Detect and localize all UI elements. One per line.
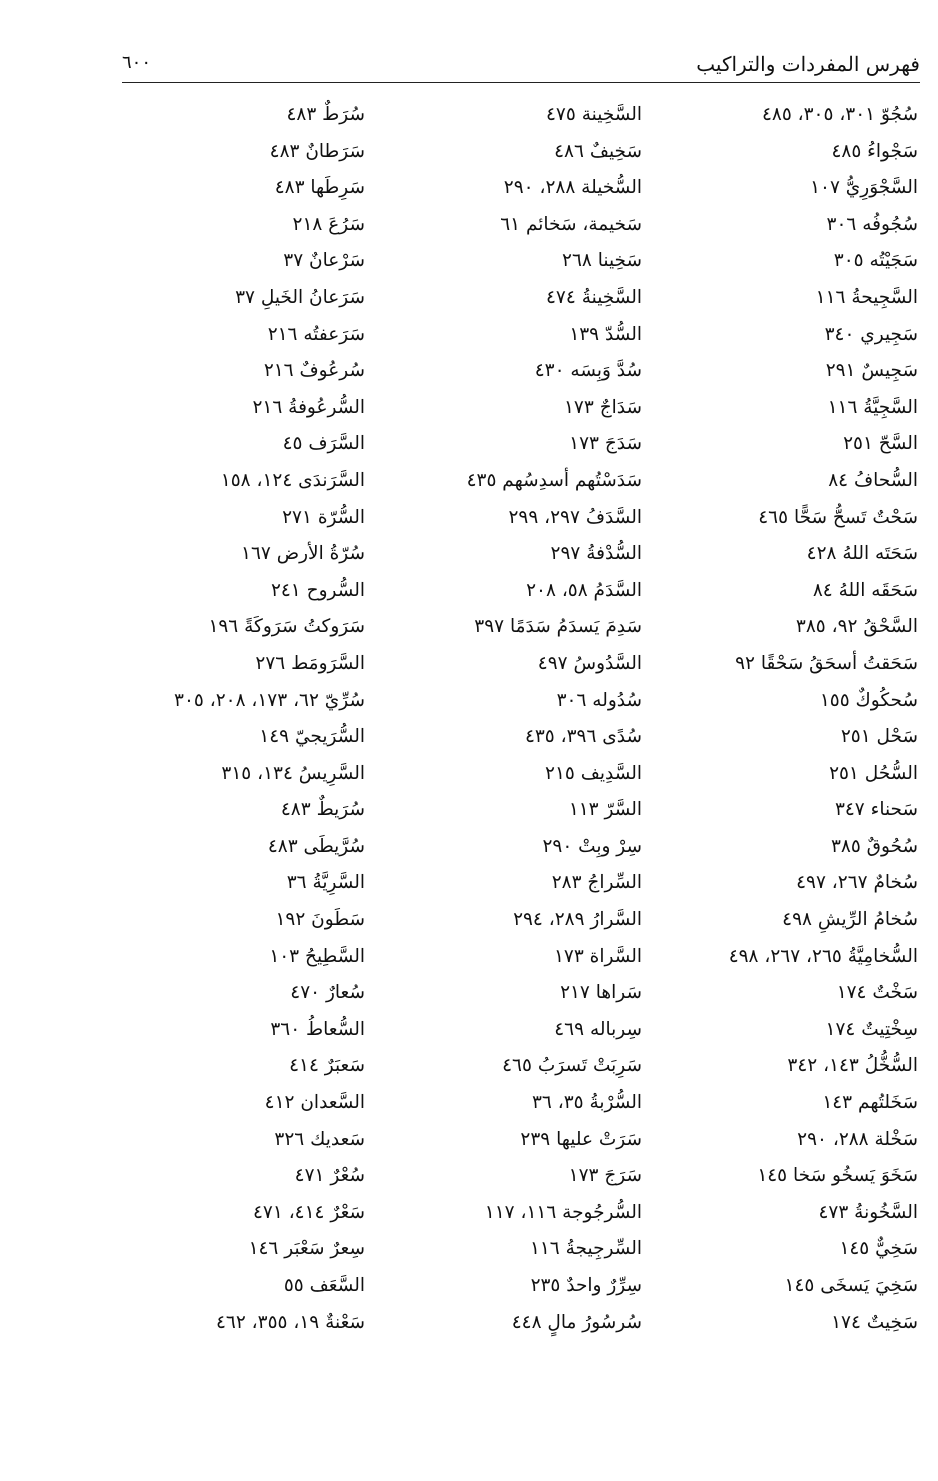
index-entry: السُّروح ٢٤١ xyxy=(270,579,365,601)
index-entry: سَرَجَ ١٧٣ xyxy=(568,1165,642,1187)
index-entry: سُرسُورُ مالٍ ٤٤٨ xyxy=(511,1311,642,1333)
index-entry: السُّرجُوجة ١١٦، ١١٧ xyxy=(484,1201,642,1223)
index-entry: السَّرِيَّةُ ٣٦ xyxy=(286,872,365,894)
index-column-left xyxy=(125,97,365,1341)
index-entry: سَجَيْتُه ٣٠٥ xyxy=(833,250,918,272)
index-entry: سَرَوكتُ سَرَوكَةً ١٩٦ xyxy=(208,616,365,638)
index-entry: السُّدّ ١٣٩ xyxy=(569,323,642,345)
index-entry: السَّراة ١٧٣ xyxy=(553,945,642,967)
index-entry: سُخامُ الرِّيشِ ٤٩٨ xyxy=(782,909,918,931)
index-entry: السَّرَندَى ١٢٤، ١٥٨ xyxy=(220,469,365,491)
index-entry: سُرَطٌ ٤٨٣ xyxy=(286,104,365,125)
index-entry: سَحناء ٣٤٧ xyxy=(834,799,918,821)
index-entry: سُدًى ٣٩٦، ٤٣٥ xyxy=(524,726,642,748)
index-column-middle xyxy=(402,97,642,1341)
index-entry: سَجِيري ٣٤٠ xyxy=(824,323,918,345)
index-entry: السَّدُوسُ ٤٩٧ xyxy=(537,652,642,674)
index-entry: سَرِبَتْ تَسرَبُ ٤٦٥ xyxy=(502,1055,642,1077)
index-entry: سَدَجَ ١٧٣ xyxy=(569,433,642,455)
index-entry: السُّرعُوفةُ ٢١٦ xyxy=(252,396,365,418)
index-entry: السَّطِيحُ ١٠٣ xyxy=(269,945,365,967)
index-entry: السُّرّة ٢٧١ xyxy=(282,506,365,528)
index-entry: سَحَقتُ أسحَقُ سَحْقًا ٩٢ xyxy=(735,652,918,674)
index-entry: سُعْرٌ ٤٧١ xyxy=(294,1165,365,1187)
index-entry: السُّخيلة ٢٨٨، ٢٩٠ xyxy=(503,177,642,199)
index-entry: سَحَقَه اللهُ ٨٤ xyxy=(812,579,918,601)
index-entry: سَدِمَ يَسدَمُ سَدَمًا ٣٩٧ xyxy=(474,616,642,638)
index-entry: سَرَعفتُه ٢١٦ xyxy=(267,323,365,345)
index-entry: سَرَعانُ الخَيلِ ٣٧ xyxy=(235,286,365,308)
index-entry: سُخامٌ ٢٦٧، ٤٩٧ xyxy=(796,872,918,894)
index-entry: سَخِيَ يَسخَى ١٤٥ xyxy=(784,1275,918,1296)
index-entry: سُجُوفُه ٣٠٦ xyxy=(826,213,918,235)
index-entry: السُّرْبةُ ٣٥، ٣٦ xyxy=(531,1092,642,1114)
index-entry: سَخْلة ٢٨٨، ٢٩٠ xyxy=(797,1128,918,1150)
index-entry: السَّجِيحةُ ١١٦ xyxy=(815,286,918,308)
page-number: ٦٠٠ xyxy=(122,52,152,73)
index-entry: سُحُوقٌ ٣٨٥ xyxy=(830,835,918,857)
index-entry: سَحْتٌ تَسحُّ سَحًّا ٤٦٥ xyxy=(758,506,918,528)
index-entry: سَجِيسٌ ٢٩١ xyxy=(825,360,918,382)
index-entry: سَخِيتٌ ١٧٤ xyxy=(831,1311,918,1333)
index-entry: سَدَاجٌ ١٧٣ xyxy=(564,396,642,418)
index-entry: سَخِينا ٢٦٨ xyxy=(562,250,642,272)
index-entry: سَرِطَها ٤٨٣ xyxy=(274,177,365,199)
index-entry: السُّحُل ٢٥١ xyxy=(829,762,918,784)
index-entry: سَخَلتُهم ١٤٣ xyxy=(822,1092,918,1114)
index-entry: السِّراجُ ٢٨٣ xyxy=(551,872,642,894)
index-entry: سُجُوّ ٣٠١، ٣٠٥، ٤٨٥ xyxy=(761,104,918,125)
index-entry: سَعْرٌ ٤١٤، ٤٧١ xyxy=(253,1201,365,1223)
index-entry: سَرْعانٌ ٣٧ xyxy=(283,250,365,272)
index-entry: سَحَتَه اللهُ ٤٢٨ xyxy=(806,543,918,565)
index-entry: سِرِّرٌ واحدٌ ٢٣٥ xyxy=(530,1275,642,1296)
index-entry: السُّخامِيَّةُ ٢٦٥، ٢٦٧، ٤٩٨ xyxy=(728,945,918,967)
index-entry: سُرَيطٌ ٤٨٣ xyxy=(280,799,365,821)
index-entry: السَّخُونةُ ٤٧٣ xyxy=(818,1201,918,1223)
index-entry: السَّدِيف ٢١٥ xyxy=(545,762,642,784)
index-entry: سُرعُوفٌ ٢١٦ xyxy=(263,360,365,382)
index-entry: السِّرجِيجةُ ١١٦ xyxy=(529,1238,642,1260)
index-entry: سِعرٌ سَعْبَر ١٤٦ xyxy=(248,1238,365,1260)
index-entry: سَدَسْتُهم أسدِسُهم ٤٣٥ xyxy=(466,469,642,491)
index-entry: سَرَتْ عليها ٢٣٩ xyxy=(520,1128,642,1150)
index-entry: سَطَونَ ١٩٢ xyxy=(275,909,365,931)
index-entry: سَخيمة، سَخائم ٦١ xyxy=(500,213,642,235)
index-entry: سَخْتٌ ١٧٤ xyxy=(836,982,918,1004)
index-entry: السُّخُّلُ ١٤٣، ٣٤٢ xyxy=(787,1055,918,1077)
index-entry: السَّدَمُ ٥٨، ٢٠٨ xyxy=(526,579,642,601)
index-entry: السَّخِينة ٤٧٥ xyxy=(546,104,642,125)
index-entry: سَرُعَ ٢١٨ xyxy=(292,213,365,235)
index-entry: السَّدَفُ ٢٩٧، ٢٩٩ xyxy=(508,506,642,528)
index-column-right xyxy=(678,97,918,1341)
index-entry: سُرّةُ الأرض ١٦٧ xyxy=(241,543,365,565)
index-entry: السَّجِيَّةُ ١١٦ xyxy=(827,396,918,418)
index-entry: سَخَوَ يَسخُو سَخا ١٤٥ xyxy=(757,1165,918,1187)
index-entry: السُّدْفةُ ٢٩٧ xyxy=(550,543,642,565)
index-entry: سَحْل ٢٥١ xyxy=(840,726,918,748)
index-entry: سَرَطانٌ ٤٨٣ xyxy=(269,140,365,162)
index-entry: سَعديك ٣٢٦ xyxy=(274,1128,365,1150)
index-entry: سِرْ وبِتْ ٢٩٠ xyxy=(542,835,642,857)
index-entry: السُّعاطُ ٣٦٠ xyxy=(270,1018,365,1040)
page-title: فهرس المفردات والتراكيب xyxy=(696,52,920,76)
index-entry: سَعْنةٌ ١٩، ٣٥٥، ٤٦٢ xyxy=(215,1311,365,1333)
index-entry: سَجْواءُ ٤٨٥ xyxy=(831,140,918,162)
index-entry: سَراها ٢١٧ xyxy=(560,982,642,1004)
index-entry: السَّرَف ٤٥ xyxy=(282,433,365,455)
index-entry: سِخْتِيتٌ ١٧٤ xyxy=(825,1018,918,1040)
index-entry: السَّحْقُ ٩٢، ٣٨٥ xyxy=(795,616,918,638)
index-entry: السَّخِينةُ ٤٧٤ xyxy=(546,286,642,308)
index-entry: السُّرَيجيّ ١٤٩ xyxy=(259,726,365,748)
index-entry: سُرِّيّ ٦٢، ١٧٣، ٢٠٨، ٣٠٥ xyxy=(174,689,365,711)
index-entry: سُحكُوكٌ ١٥٥ xyxy=(819,689,918,711)
index-entry: السَّرارُ ٢٨٩، ٢٩٤ xyxy=(513,909,642,931)
index-entry: السَّرّ ١١٣ xyxy=(568,799,642,821)
index-entry: سَخِيٌّ ١٤٥ xyxy=(839,1238,918,1260)
page-header xyxy=(122,46,920,82)
index-entry: سَخِيفٌ ٤٨٦ xyxy=(554,140,642,162)
index-entry: سُدُوله ٣٠٦ xyxy=(556,689,642,711)
header-rule xyxy=(122,82,920,83)
index-entry: السَّجْوَرِيُّ ١٠٧ xyxy=(810,177,918,199)
index-entry: سُدَّ وَبِسَه ٤٣٠ xyxy=(534,360,642,382)
index-entry: السُّحافُ ٨٤ xyxy=(828,469,918,491)
index-entry: السَّرَومَط ٢٧٦ xyxy=(255,652,365,674)
index-entry: سِرباله ٤٦٩ xyxy=(554,1018,642,1040)
index-entry: سُرَّيطَى ٤٨٣ xyxy=(267,835,365,857)
index-entry: سَعبَرٌ ٤١٤ xyxy=(289,1055,365,1077)
index-entry: السَّرِيسُ ١٣٤، ٣١٥ xyxy=(221,762,365,784)
index-entry: السَّحّ ٢٥١ xyxy=(843,433,918,455)
index-entry: السَّعَف ٥٥ xyxy=(283,1275,365,1296)
index-entry: السَّعدان ٤١٢ xyxy=(264,1092,365,1114)
index-entry: سُعارٌ ٤٧٠ xyxy=(290,982,365,1004)
